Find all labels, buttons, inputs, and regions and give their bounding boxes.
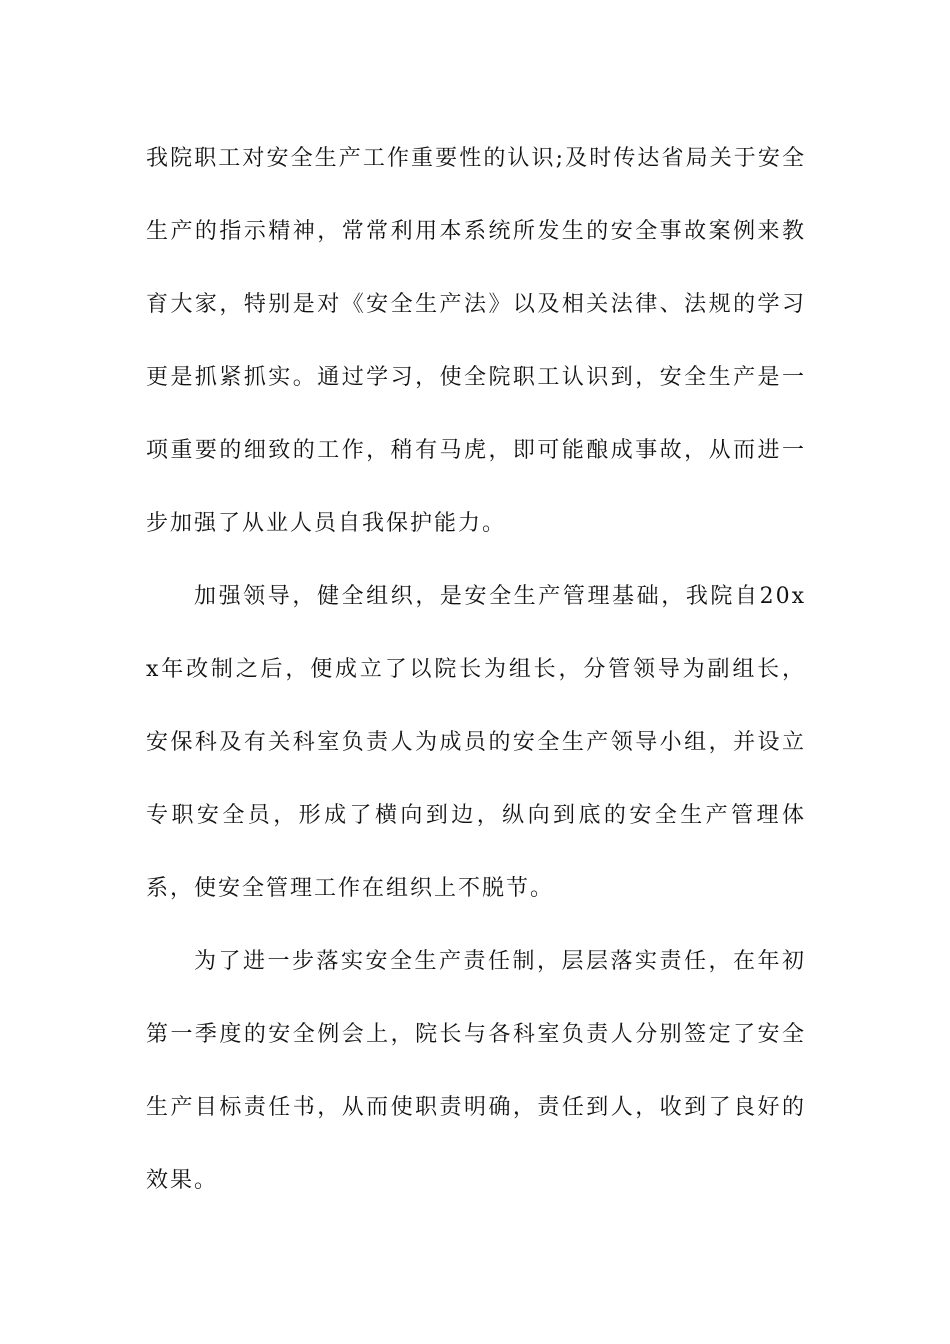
- paragraph-3: 为了进一步落实安全生产责任制，层层落实责任，在年初第一季度的安全例会上，院长与各科室负责人分别签定了安全生产目标责任书，从而使职责明确，责任到人，收到了良好的效果。: [146, 949, 806, 1193]
- paragraph-2: 加强领导，健全组织，是安全生产管理基础，我院自20xx年改制之后，便成立了以院长为组长，分管领导为副组长，安保科及有关科室负责人为成员的安全生产领导小组，并设立专职安全员，形成了横向到边，纵向到底的安全生产管理体系，使安全管理工作在组织上不脱节。: [146, 584, 806, 901]
- body-text: [146, 122, 806, 1217]
- paragraph-1: 我院职工对安全生产工作重要性的认识;及时传达省局关于安全生产的指示精神，常常利用本系统所发生的安全事故案例来教育大家，特别是对《安全生产法》以及相关法律、法规的学习更是抓紧抓实。通过学习，使全院职工认识到，安全生产是一项重要的细致的工作，稍有马虎，即可能酿成事故，从而进一步加强了从业人员自我保护能力。: [146, 146, 806, 536]
